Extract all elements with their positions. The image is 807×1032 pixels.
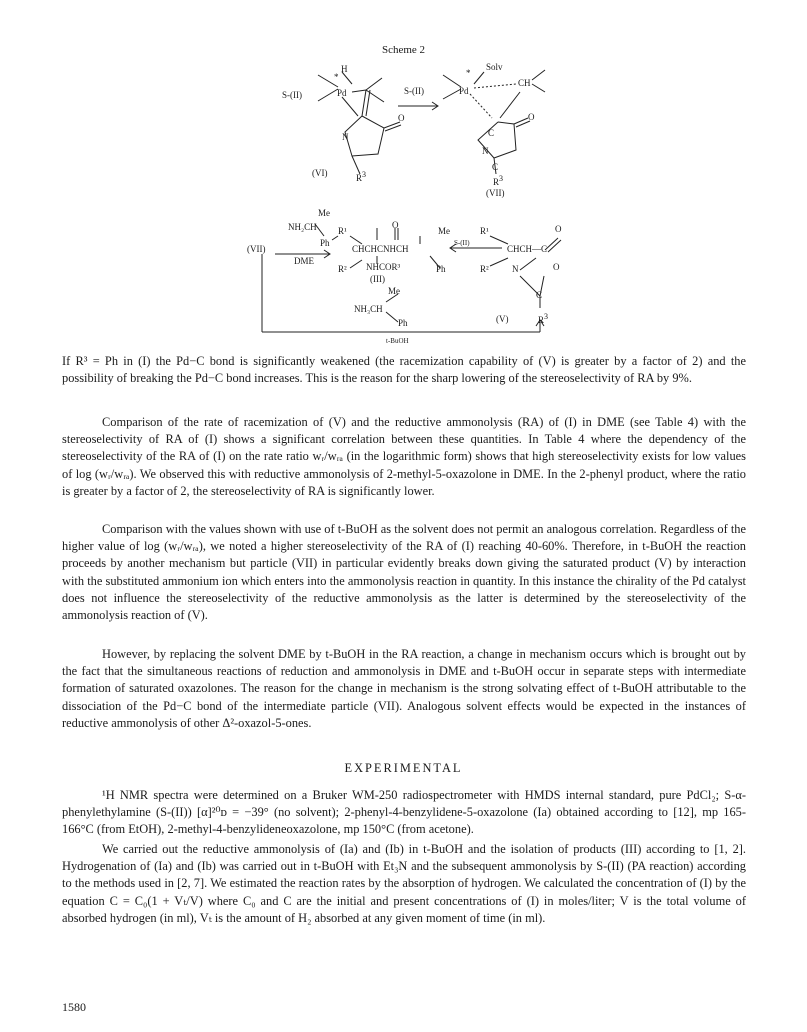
paragraph-4-text: However, by replacing the solvent DME by t-BuOH in the RA reaction, a change in mechanism occurs which is brought out by the fact that the simultaneous reactions of reduction and ammonolysis in DME and t-BuOH occur in separate steps with intermediate formation of saturated oxazolones. The reason for the change in mechanism is the strong solvating effect of t-BuOH attributable to the dissociation of the Pd−C bond of the intermediate particle (VII). Analogous solvent effects would be expected in the instances of reductive ammonolysis of other Δ²-oxazol-5-ones. [62,647,746,730]
r3-text-d: R [538,315,545,325]
nh2ch-label: NH₂CH [288,222,317,232]
r3-label-a [356,170,366,183]
paragraph-6-text: We carried out the reductive ammonolysis of (Ia) and (Ib) in t-BuOH and the isolation of products (III) according to [1, 2]. Hydrogenation of (Ia) and (Ib) was carried out in t-BuOH with Et₃N and the subsequent ammonolysis by S-(II) (PA reaction) according to the methods used in [2, 7]. We estimated the reaction rates by the absorption of hydrogen. We calculated the concentration of (I) by the equation C = C₀(1 + Vₜ/V) where C₀ and C are the initial and present concentrations of (I) in moles/liter; V is the total volume of absorbed hydrogen (in ml), Vₜ is the amount of H₂ absorbed at any given moment of time (in ml). [62,842,746,925]
c-label-d: C [536,290,543,300]
r3-sup-a: 3 [362,170,367,179]
o-label-d: O [555,224,562,234]
me-label-c: Me [388,286,400,296]
dme-label: DME [294,256,314,266]
paragraph-5 [62,787,746,839]
r3-sup-b: 3 [499,174,504,183]
compound-vii-label: (VII) [486,188,505,198]
paragraph-1 [62,353,746,387]
scheme-title: Scheme 2 [381,44,426,56]
r1-label-a: R¹ [338,226,347,236]
compound-vi-label: (VI) [312,168,328,178]
paragraph-6 [62,841,746,927]
ph-label-a: Ph [320,238,330,248]
r3-label-b [493,174,503,187]
paragraph-2-text: Comparison of the rate of racemization of (V) and the reductive ammonolysis (RA) of (I) in DME (see Table 4) with the stereoselectivity of RA of (I) shows a significant correlation between these quantities. In Table 4 where the dependency of the stereoselectivity of the RA of (I) on the rate ratio wᵣ/wᵣₐ (in the logarithmic form) shows that high stereoselectivity exists for low values of log (wᵣ/wᵣₐ). We observed this with reductive ammonolysis of 2-methyl-5-oxazolone in DME. In the 2-phenyl product, where the ratio is greater by a factor of 2, the stereoselectivity of RA is significantly lower. [62,415,746,498]
o-label-c: O [392,220,399,230]
r2-label-b: R² [480,264,489,274]
r3-label-d [538,312,548,325]
r2-label-a: R² [338,264,347,274]
n-label-a: N [342,132,349,142]
tbuoh-label: t-BuOH [386,337,409,345]
n-label-b: N [482,146,489,156]
s2-label-a: S-(II) [282,90,302,100]
nh3ch-label: NH₃CH [354,304,383,314]
paragraph-5-text: ¹H NMR spectra were determined on a Bruker WM-250 radiospectrometer with HMDS internal standard, pure PdCl₂; S-α-phenylethylamine (S-(II)) [α]²⁰ᴅ = −39° (no solvent); 2-phenyl-4-benzylidene-5-oxazolone (Ia) obtained according to [12], mp 165-166°C (from EtOH), 2-methyl-4-benzylideneoxazolone, mp 150°C (from acetone). [62,788,746,837]
pd-label-b: Pd [459,86,469,96]
compound-iii-label: (III) [370,274,385,284]
paragraph-2 [62,414,746,500]
o-label-e: O [553,262,560,272]
page-number: 1580 [62,1000,86,1014]
o-label-a: O [398,113,405,123]
ph-label-b: Ph [436,264,446,274]
s2-label-b: S-(II) [404,86,424,96]
section-heading: EXPERIMENTAL [344,761,463,775]
paragraph-3-text: Comparison with the values shown with use of t-BuOH as the solvent does not permit an analogous correlation. Regardless of the higher value of log (wᵣ/wᵣₐ), we noted a higher stereoselectivity of the RA of (I) reaching 40-60%. Therefore, in t-BuOH the reaction proceeds by another mechanism but particle (VII) in particular evidently breaks down giving the saturated product (V) by interaction with the substituted ammonium ion which enters into the ammonolysis reaction in quantity. In this instance the chirality of the Pd catalyst does not influence the stereoselectivity of the reductive ammonolysis as the latter is determined by the stereoselectivity of the ammonolysis reaction of (V). [62,522,746,623]
chain-label: CHCHCNHCH [352,244,409,254]
r3-text-b: R [493,177,500,187]
ch-label: CH [518,78,531,88]
h-label: H [341,64,348,74]
me-label-a: Me [318,208,330,218]
o-label-b: O [528,112,535,122]
c-label-b: C [488,128,495,138]
c-label-b2: C [492,162,499,172]
chch-c-label: CHCH—C [507,244,548,254]
ph-label-c: Ph [398,318,408,328]
nhcor-label: NHCOR³ [366,262,401,272]
s2-label-c: S-(II) [454,239,470,247]
paragraph-4 [62,646,746,732]
r3-text-a: R [356,173,363,183]
r3-sup-d: 3 [544,312,549,321]
vii-label-lower: (VII) [247,244,266,254]
paragraph-3 [62,521,746,624]
reaction-scheme [0,0,807,380]
star-a: * [334,72,339,82]
compound-v-label: (V) [496,314,509,324]
pd-label-a: Pd [337,88,347,98]
n-label-d: N [512,264,519,274]
solv-label: Solv [486,62,503,72]
star-b: * [466,68,471,78]
paragraph-1-text: If R³ = Ph in (I) the Pd−C bond is significantly weakened (the racemization capability of (V) is greater by a factor of 2) and the possibility of breaking the Pd−C bond increases. This is the reason for the sharp lowering of the stereoselectivity of RA by 9%. [62,354,746,386]
me-label-b: Me [438,226,450,236]
r1-label-b: R¹ [480,226,489,236]
